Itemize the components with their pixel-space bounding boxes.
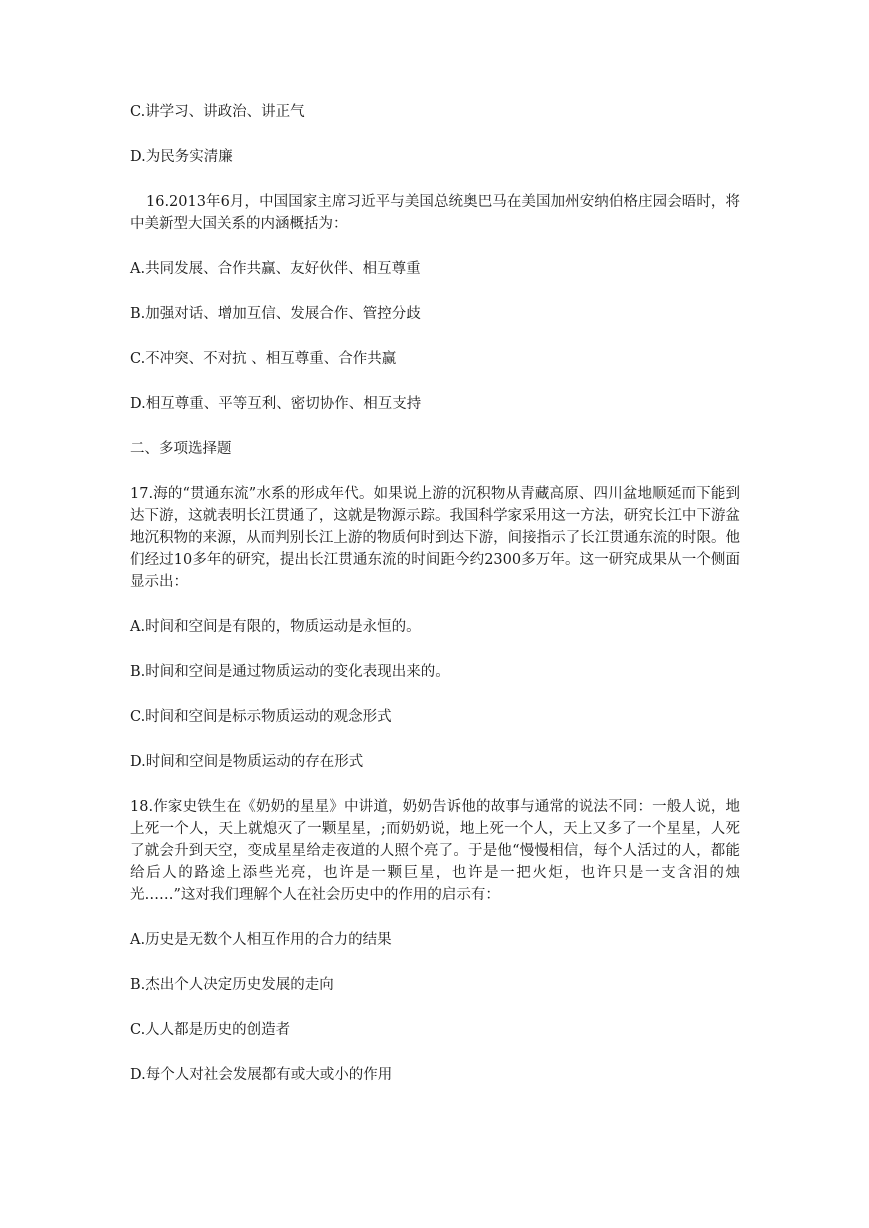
q18-option-a: A.历史是无数个人相互作用的合力的结果 bbox=[130, 932, 392, 948]
q18-option-d: D.每个人对社会发展都有或大或小的作用 bbox=[130, 1067, 393, 1083]
q15-option-c: C.讲学习、讲政治、讲正气 bbox=[130, 104, 305, 120]
q18-option-c: C.人人都是历史的创造者 bbox=[130, 1022, 291, 1038]
q16-option-c: C.不冲突、不对抗 、相互尊重、合作共赢 bbox=[130, 351, 397, 367]
q17-option-d: D.时间和空间是物质运动的存在形式 bbox=[130, 754, 364, 770]
q17-option-b: B.时间和空间是通过物质运动的变化表现出来的。 bbox=[130, 664, 450, 680]
q15-option-d: D.为民务实清廉 bbox=[130, 149, 233, 165]
q18-stem: 18.作家史铁生在《奶奶的星星》中讲道，奶奶告诉他的故事与通常的说法不同：一般人说，地上死一个人，天上就熄灭了一颗星星，;而奶奶说，地上死一个人，天上又多了一个星星，人死了就会升到天空，变成星星给走夜道的人照个亮了。于是他“慢慢相信，每个人活过的人，都能给后人的路途上添些光亮，也许是一颗巨星，也许是一把火炬，也许只是一支含泪的烛光……”这对我们理解个人在社会历史中的作用的启示有： bbox=[130, 799, 740, 903]
q17-option-c: C.时间和空间是标示物质运动的观念形式 bbox=[130, 709, 392, 725]
section-heading-multiple-choice: 二、多项选择题 bbox=[130, 441, 232, 457]
q17-stem: 17.海的“贯通东流”水系的形成年代。如果说上游的沉积物从青藏高原、四川盆地顺延而下能到达下游，这就表明长江贯通了，这就是物源示踪。我国科学家采用这一方法，研究长江中下游盆地沉积物的来源，从而判别长江上游的物质何时到达下游，间接指示了长江贯通东流的时限。他们经过10多年的研究，提出长江贯通东流的时间距今约2300多万年。这一研究成果从一个侧面显示出： bbox=[130, 486, 740, 590]
q16-stem: 16.2013年6月，中国国家主席习近平与美国总统奥巴马在美国加州安纳伯格庄园会晤时，将中美新型大国关系的内涵概括为： bbox=[130, 194, 740, 232]
q16-option-d: D.相互尊重、平等互利、密切协作、相互支持 bbox=[130, 396, 422, 412]
q16-option-a: A.共同发展、合作共赢、友好伙伴、相互尊重 bbox=[130, 261, 421, 277]
q17-option-a: A.时间和空间是有限的，物质运动是永恒的。 bbox=[130, 619, 421, 635]
q16-option-b: B.加强对话、增加互信、发展合作、管控分歧 bbox=[130, 306, 421, 322]
q18-option-b: B.杰出个人决定历史发展的走向 bbox=[130, 977, 334, 993]
exam-page bbox=[130, 101, 740, 1086]
